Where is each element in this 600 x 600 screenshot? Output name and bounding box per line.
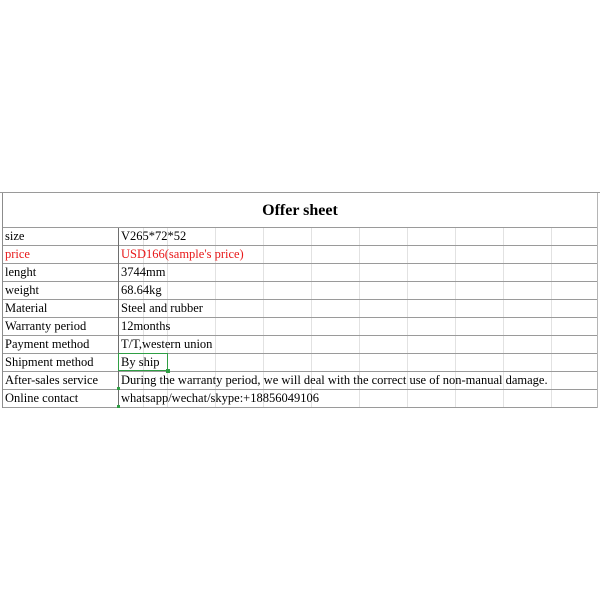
table-row-length[interactable] [3,264,597,282]
table-row-shipment[interactable] [3,354,597,372]
row-label: Payment method [5,337,90,351]
row-label: Warranty period [5,319,87,333]
column-divider [118,336,119,354]
row-value: V265*72*52 [121,229,187,243]
table-row-after-sales[interactable] [3,372,597,390]
offer-sheet-table [0,192,600,408]
column-divider [118,264,119,282]
table-row-weight[interactable] [3,282,597,300]
column-divider [118,282,119,300]
row-value: T/T,western union [121,337,213,351]
row-value: USD166(sample's price) [121,247,244,261]
column-divider [118,246,119,264]
cell-comment-marker [117,405,120,408]
row-label: price [5,247,30,261]
table-row-price[interactable] [3,246,597,264]
sheet-title: Offer sheet [262,202,338,219]
table-row-size[interactable] [3,228,597,246]
row-value: During the warranty period, we will deal with the correct use of non-manual damage. [121,373,548,387]
row-label: size [5,229,25,243]
row-value: By ship [121,355,160,369]
column-divider [118,300,119,318]
row-value: 68.64kg [121,283,162,297]
column-divider [118,228,119,246]
row-label: Shipment method [5,355,94,369]
row-label: weight [5,283,40,297]
row-value: whatsapp/wechat/skype:+18856049106 [121,391,319,405]
table-row-warranty[interactable] [3,318,597,336]
row-label: After-sales service [5,373,99,387]
row-value: 12months [121,319,171,333]
row-label: lenght [5,265,37,279]
table-row-material[interactable] [3,300,597,318]
table-row-contact[interactable] [3,390,597,408]
table-right-border [597,193,598,408]
column-divider [118,318,119,336]
row-value: 3744mm [121,265,166,279]
row-value: Steel and rubber [121,301,203,315]
row-label: Online contact [5,391,79,405]
row-label: Material [5,301,48,315]
title-row [3,193,597,228]
cell-comment-marker [117,387,120,390]
table-row-payment[interactable] [3,336,597,354]
